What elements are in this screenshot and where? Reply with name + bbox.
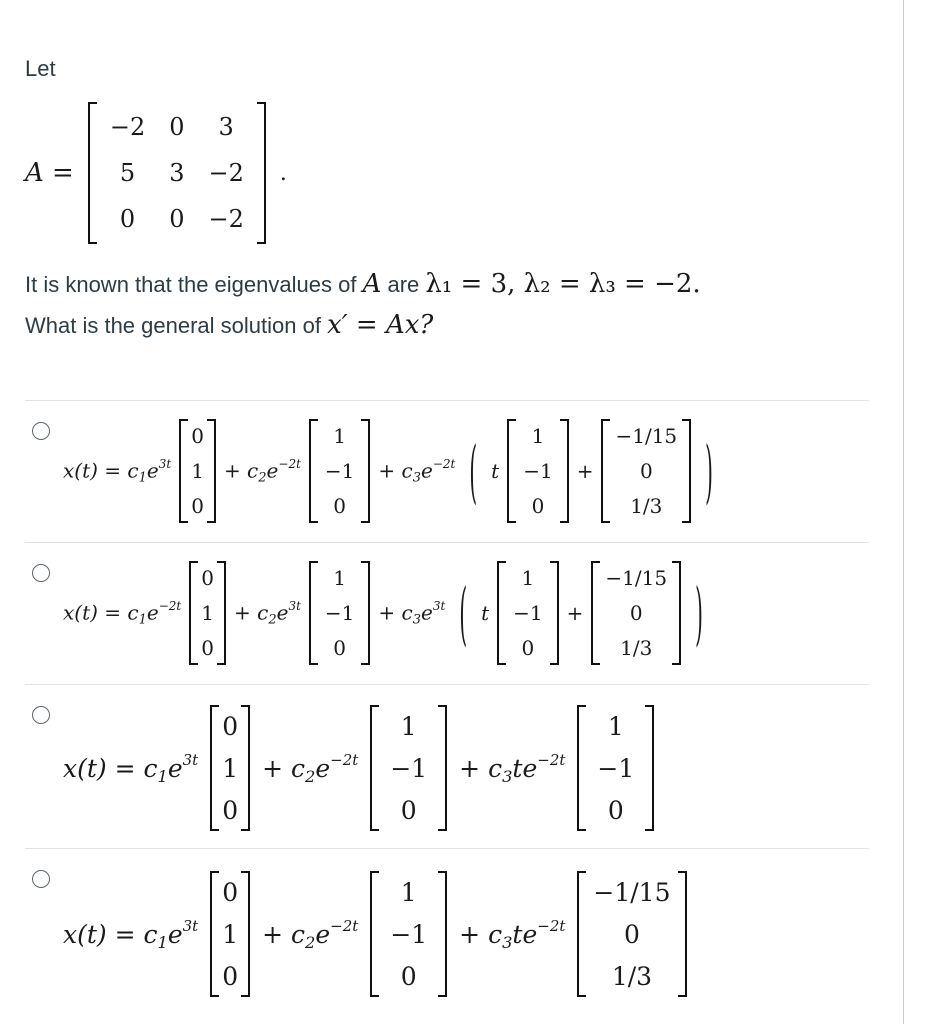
vector-v1: 0 1 0	[210, 871, 250, 997]
vector-v2: 1 −1 0	[309, 561, 370, 665]
vector-v2: 1 −1 0	[370, 705, 447, 831]
vector-v1: 0 1 0	[179, 419, 216, 523]
vector-v2: 1 −1 0	[497, 561, 558, 665]
statement-text-2: What is the general solution of	[25, 313, 321, 338]
radio-button[interactable]	[32, 706, 50, 724]
right-border	[903, 0, 904, 1024]
lhs: $x(t) = c_1e^{3t}$	[63, 916, 199, 952]
matrix-label: A =	[25, 158, 74, 188]
answer-option-2[interactable]	[25, 542, 870, 684]
t-factor: t	[491, 459, 500, 483]
answer-option-1[interactable]	[25, 400, 870, 542]
matrix-symbol: A	[362, 269, 382, 299]
matrix-cell: 0	[119, 205, 136, 233]
answer-option-4[interactable]	[25, 848, 870, 1018]
eigenvalues: λ₁ = 3, λ₂ = λ₃ = −2.	[425, 269, 701, 299]
right-paren: )	[705, 430, 713, 512]
radio-button[interactable]	[32, 422, 50, 440]
option-equation	[63, 410, 719, 532]
matrix-cell: 3	[218, 113, 234, 141]
matrix-A	[88, 102, 266, 244]
matrix-cell: −2	[208, 159, 244, 187]
vector-v1: 0 1 0	[189, 561, 226, 665]
lhs: $x(t) = c_1e^{3t}$	[63, 750, 199, 786]
matrix-cell: 5	[119, 159, 136, 187]
vector-v2: 1 −1 0	[309, 419, 370, 523]
option-equation	[63, 552, 709, 674]
term-2: + $c_2e^{-2t}$	[262, 750, 359, 786]
matrix-cell: 3	[169, 159, 185, 187]
lhs: $x(t) = c_1e^{3t}$	[63, 456, 172, 486]
ode-equation: x′ = Ax?	[327, 310, 434, 340]
left-paren: (	[469, 430, 478, 512]
answer-option-3[interactable]	[25, 684, 870, 848]
matrix-definition	[25, 105, 287, 241]
term-2: + $c_2e^{3t}$	[233, 598, 301, 628]
vector-v2: 1 −1 0	[507, 419, 568, 523]
vector-w: −1/15 0 1/3	[577, 871, 686, 997]
matrix-cell: −2	[208, 205, 244, 233]
term-3: + $c_3te^{-2t}$	[459, 750, 566, 786]
radio-button[interactable]	[32, 870, 50, 888]
radio-button[interactable]	[32, 564, 50, 582]
term-3: + $c_3te^{-2t}$	[459, 916, 566, 952]
vector-v2: 1 −1 0	[370, 871, 447, 997]
vector-v2: 1 −1 0	[577, 705, 654, 831]
term-2: + $c_2e^{-2t}$	[223, 456, 301, 486]
right-paren: )	[695, 572, 703, 654]
intro-text: Let	[25, 56, 56, 81]
statement-are: are	[387, 272, 420, 297]
vector-w: −1/15 0 1/3	[601, 419, 691, 523]
vector-v1: 0 1 0	[210, 705, 250, 831]
plus-sign: +	[576, 459, 594, 483]
option-equation	[63, 698, 654, 838]
t-factor: t	[481, 601, 490, 625]
matrix-cell: 0	[169, 205, 185, 233]
matrix-cell: −2	[109, 113, 146, 141]
question-statement	[25, 264, 701, 346]
matrix-cell: 0	[169, 113, 185, 141]
left-paren: (	[459, 572, 468, 654]
term-3: + $c_3e^{-2t}$	[378, 456, 456, 486]
term-3: + $c_3e^{3t}$	[378, 598, 446, 628]
lhs: $x(t) = c_1e^{-2t}$	[63, 598, 182, 628]
statement-text: It is known that the eigenvalues of	[25, 272, 357, 297]
vector-w: −1/15 0 1/3	[591, 561, 681, 665]
plus-sign: +	[566, 601, 584, 625]
matrix-period: .	[279, 160, 287, 186]
term-2: + $c_2e^{-2t}$	[262, 916, 359, 952]
option-equation	[63, 864, 687, 1004]
